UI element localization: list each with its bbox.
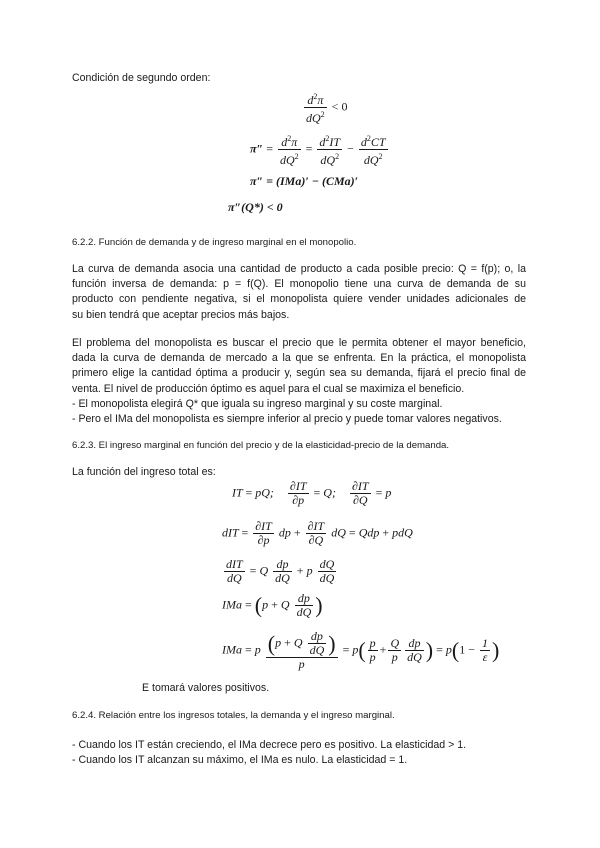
income-intro: La función del ingreso total es: (72, 466, 216, 478)
bullet-item: - Cuando los IT están creciendo, el IMa decrece pero es positivo. La elasticidad > 1. (72, 739, 467, 751)
paragraph-monopolist (72, 336, 526, 427)
formula-dit-dq: $\frac{\text{dIT}}{dQ}$ = Q $\frac{dp}{dQ}$ + p $\frac{dQ}{dQ}$ (226, 557, 335, 585)
paragraph-line: función inversa de demanda: p = f(Q). El monopolio tiene una curva de demanda de su (72, 278, 526, 291)
paragraph-demand (72, 262, 526, 323)
section-624-title: 6.2.4. Relación entre los ingresos totales, la demanda y el ingreso marginal. (72, 710, 395, 721)
paragraph-line: - El monopolista elegirá Q* que iguala su ingreso marginal y su coste marginal. (72, 397, 443, 410)
bullet-item: - Cuando los IT alcanzan su máximo, el IMa es nulo. La elasticidad = 1. (72, 754, 408, 766)
paragraph-line: venta. El nivel de producción óptimo es aquel para el cual se maximiza el beneficio. (72, 382, 465, 395)
section-623-title: 6.2.3. El ingreso marginal en función del precio y de la elasticidad-precio de la demanda. (72, 440, 450, 451)
paragraph-line: - Pero el IMa del monopolista es siempre inferior al precio y puede tomar valores negativos. (72, 413, 502, 426)
formula-pi-double-prime: π″ = $\frac{d^2\pi}{dQ^2}$ = $\frac{d^2IT}{dQ^2}$ − $\frac{d^2CT}{dQ^2}$ (250, 134, 386, 167)
formula-condition: π″(Q*) < 0 (228, 200, 283, 214)
formula-ima-elasticity: IMa = p (p + Q $\frac{dp}{dQ}$ ) p = p( $\frac{p}{p}$ + $\frac{Q}{p}$ $\frac{dp}{dQ}$ ) = p(1 − $\frac{1}{\varepsilon}$ ) (222, 629, 500, 671)
section-622-title: 6.2.2. Función de demanda y de ingreso marginal en el monopolio. (72, 237, 357, 248)
formula-marginal-diff: π″ = (IMa)′ − (CMa)′ (250, 174, 359, 188)
formula-total-income: IT = pQ; $\frac{\partial IT}{\partial p}$ = Q; $\frac{\partial IT}{\partial Q}$ = p (232, 479, 392, 507)
positive-note: E tomará valores positivos. (142, 682, 270, 694)
formula-second-derivative: $\frac{d^2\pi}{dQ^2}$ < 0 (306, 92, 348, 125)
paragraph-line: primero elige la cantidad óptima a producir y, según sea su demanda, fijará el precio final de (72, 367, 526, 380)
paragraph-line: producto con pendiente negativa, si el monopolista quiere vender unidades adicionales de (72, 293, 526, 306)
formula-ima: IMa = (p + Q $\frac{dp}{dQ}$ ) (222, 591, 323, 619)
paragraph-line: su bien tendrá que aceptar precios más bajos. (72, 308, 290, 321)
paragraph-line: La curva de demanda asocia una cantidad de producto a cada posible precio: Q = f(p); o, la (72, 263, 526, 275)
second-order-heading: Condición de segundo orden: (72, 72, 211, 84)
paragraph-line: El problema del monopolista es buscar el precio que le permita obtener el mayor beneficio, (72, 337, 526, 349)
paragraph-line: dada la curva de demanda de mercado a la que se enfrenta. En la práctica, el monopolista (72, 352, 526, 365)
formula-total-differential: dIT = $\frac{\partial IT}{\partial p}$ dp + $\frac{\partial IT}{\partial Q}$ dQ = Qdp + pdQ (222, 519, 413, 547)
